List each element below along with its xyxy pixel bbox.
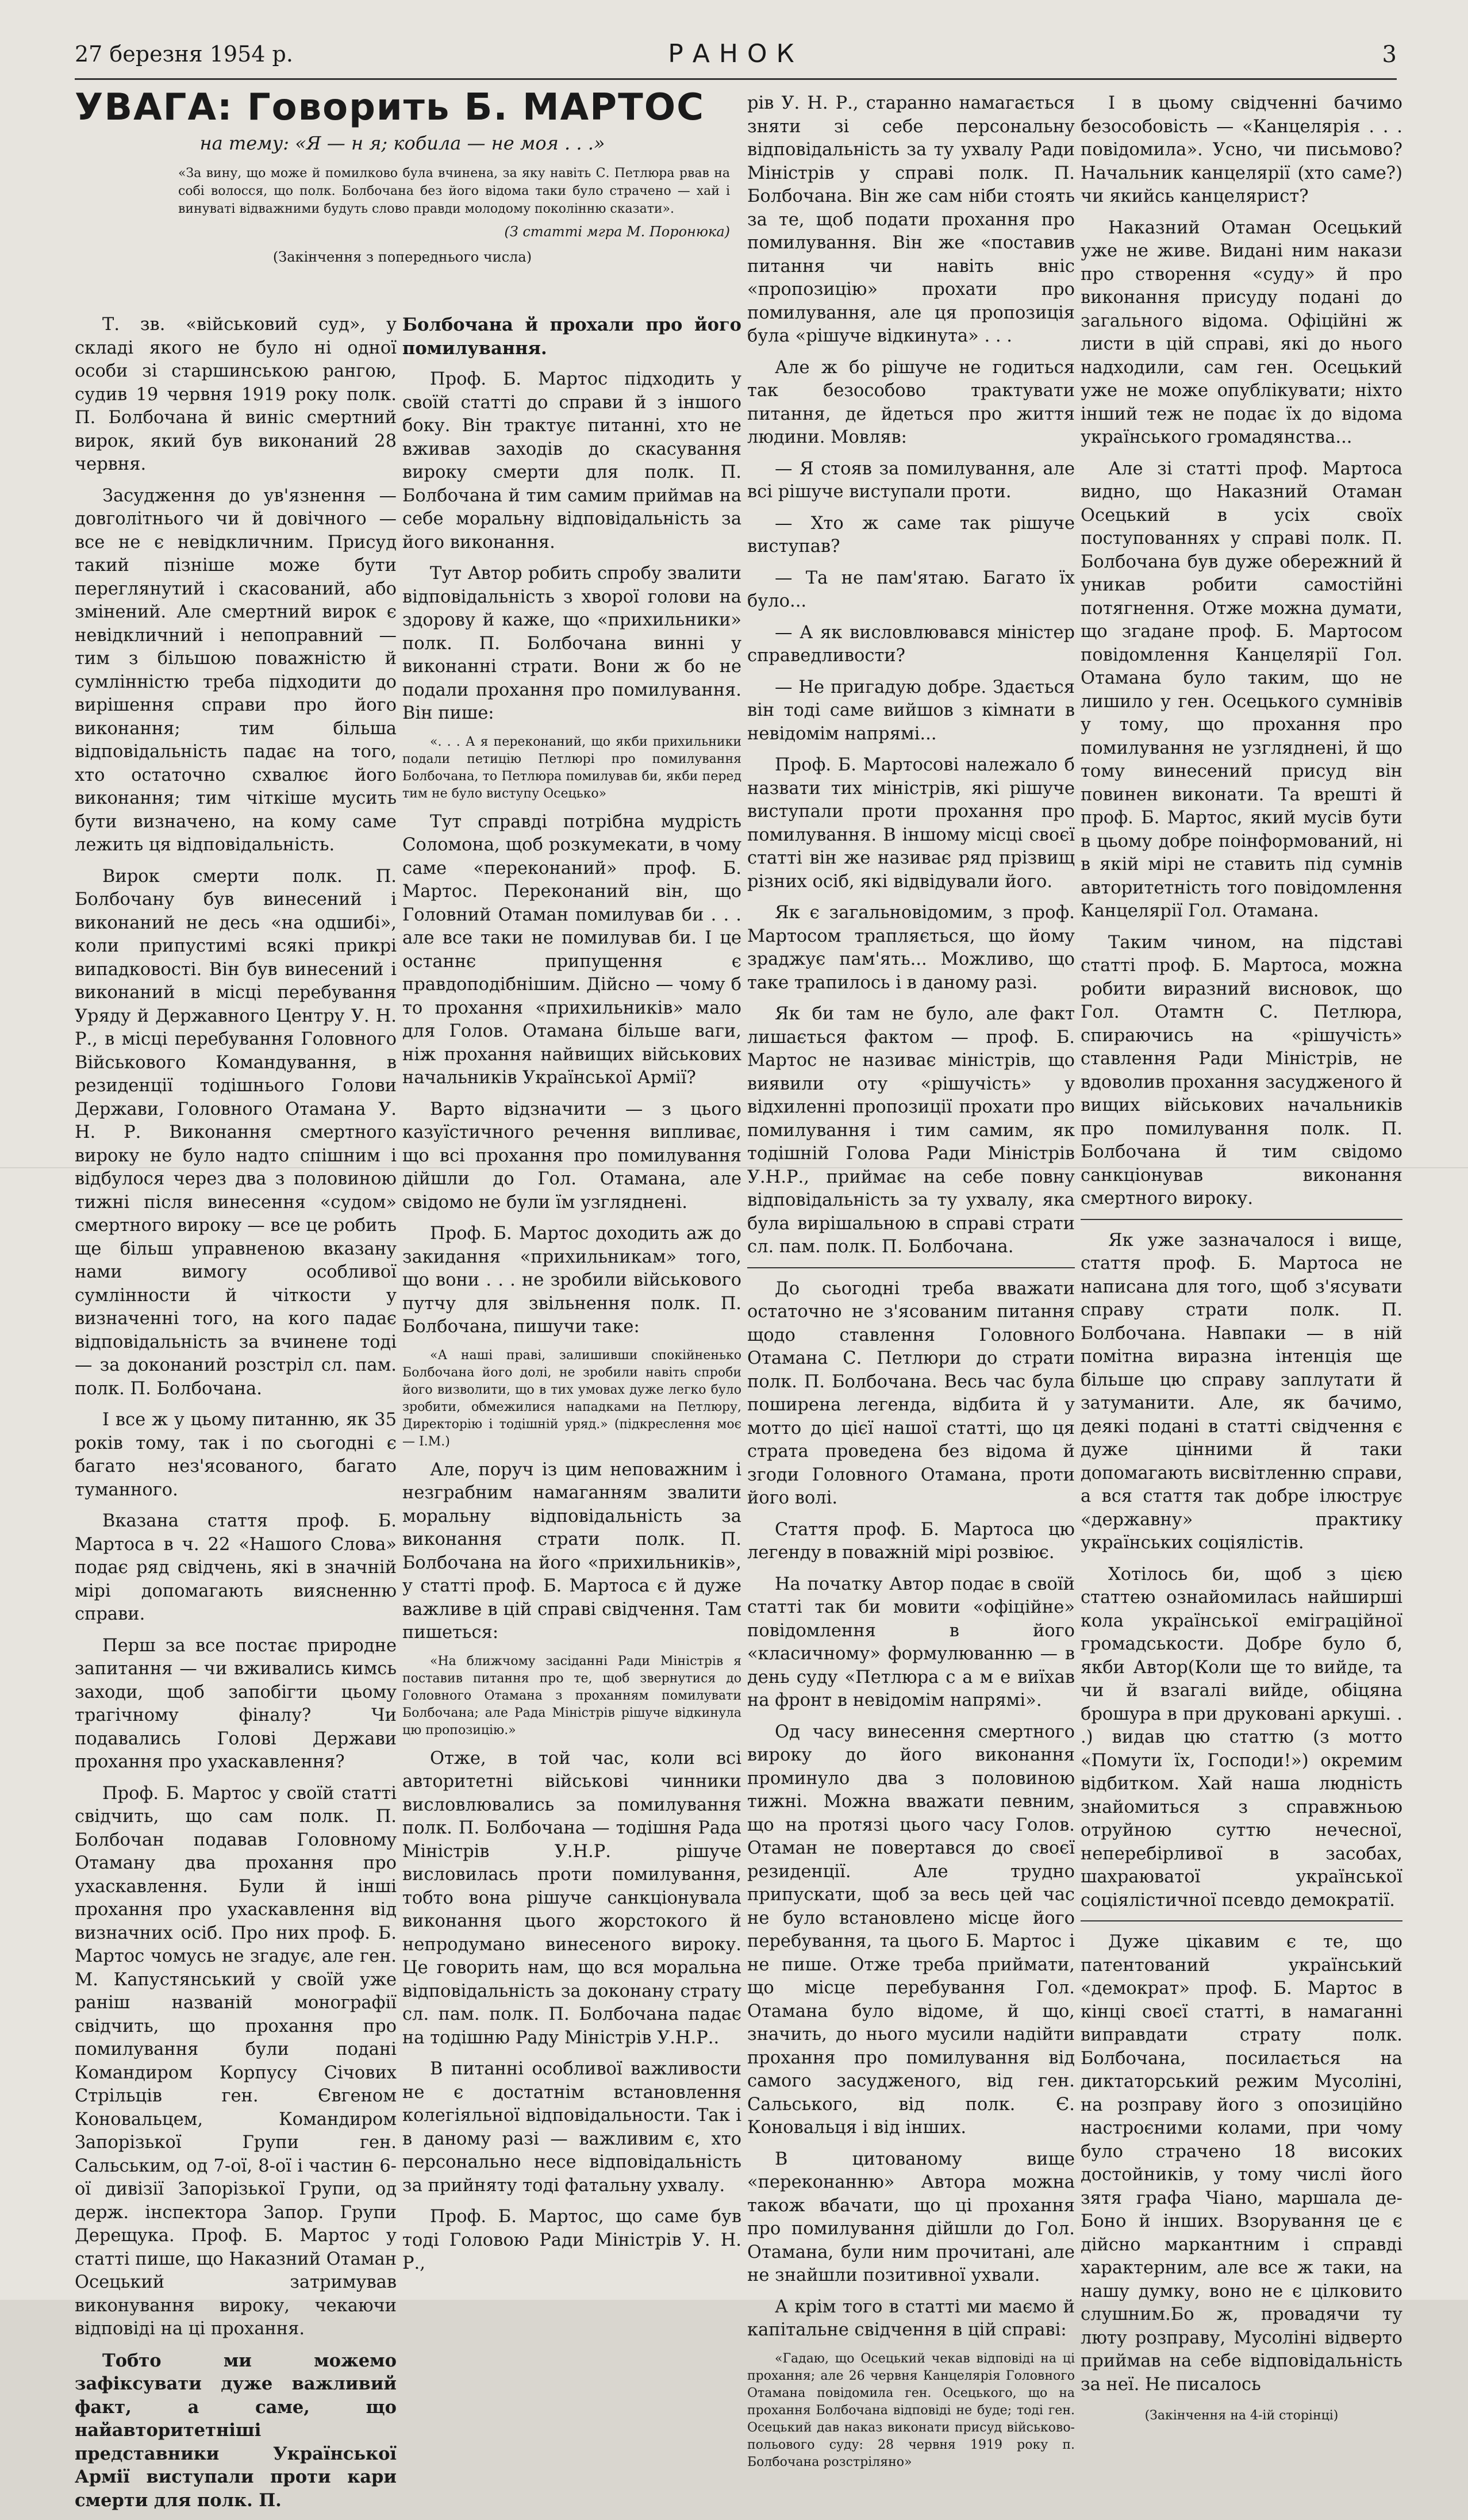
continuation-note: (Закінчення з попереднього числа) [272, 249, 532, 265]
paragraph: Проф. Б. Мартос у своїй статті свідчить, що сам полк. П. Болбочан подавав Головному Отаману два прохання про ухаскавлення. Були й інші прохання про ухаскавлення від визначних осіб. Про них проф. Б. Мартос чомусь не згадує, але ген. М. Капустянський у своїй уже раніш названій монографії свідчить, що прохання про помилування були подані Командиром Корпусу Січових Стрільців ген. Євгеном Коновальцем, Командиром Запорізької Групи ген. Сальським, од 7-ої, 8-ої і частин 6-ої дивізії Запорізької Групи, од держ. інспектора Запор. Групи Дерещука. Проф. Б. Мартос у статті пише, що Наказний Отаман Осецький затримував виконування вироку, чекаючи відповіді на ці прохання. [75, 1783, 397, 2339]
article-headline: УВАГА: Говорить Б. МАРТОС [75, 86, 705, 129]
paragraph: Але зі статті проф. Мартоса видно, що Наказний Отаман Осецький в усіх своїх поступованнях у справі полк. П. Болбочана був дуже обережний й уникав робити самостійні потягнення. Отже можна думати, що згадане проф. Б. Мартосом повідомлення Канцелярії Гол. Отамана було таким, що не лишило у ген. Осецького сумнівів у тому, що прохання про помилування не узгляднені, й що тому винесений присуд він повинен виконати. Та врешті й проф. Б. Мартос, який мусів бути в цьому добре поінформований, ні в якій мірі не ставить під сумнів авторитетність того повідомлення Канцелярії Гол. Отамана. [1081, 458, 1402, 921]
paragraph: Стаття проф. Б. Мартоса цю легенду в поважній мірі розвіює. [747, 1519, 1075, 1563]
paragraph: рів У. Н. Р., старанно намагається зняти зі себе персональну відповідальність за ту ухвалу Ради Міністрів у справі полк. П. Болбочана. Він же сам ніби стоять за те, щоб подати прохання про помилування. Він же «поставив питання чи навіть вніс «пропозицію» прохати про помилування, але ця пропозиція була «рішуче відкинута» . . . [747, 93, 1075, 346]
column-3 [747, 92, 1075, 2479]
epigraph-source: (З статті мгра М. Поронюка) [504, 224, 730, 240]
paragraph: — Не пригадую добре. Здається він тоді саме вийшов з кімнати в невідомім напрямі... [747, 677, 1075, 744]
newspaper-title: РАНОК [668, 39, 804, 68]
paragraph: Але, поруч із цим неповажним і незграбним намаганням звалити моральну відповідальність за виконання страти полк. П. Болбочана на його «прихильників», у статті проф. Б. Мартоса є й дуже важливе в цій справі свідчення. Там пишеться: [402, 1459, 741, 1643]
paragraph: А крім того в статті ми маємо й капітальне свідчення в цій справі: [747, 2296, 1075, 2340]
paragraph: Т. зв. «військовий суд», у складі якого не було ні одної особи зі старшинською рангою, судив 19 червня 1919 року полк. П. Болбочана й виніс смертний вирок, який був виконаний 28 червня. [75, 314, 397, 474]
paragraph: Хотілось би, щоб з цією статтею ознайомилась найширші кола української еміграційної громадськости. Добре було б, якби Автор(Коли ще то вийде, та чи й взагалі вийде, обіцяна брошура в при друковані аркуші. . .) видав цю статтю (з мотто «Помути їх, Господи!») окремим відбитком. Хай наша людність знайомиться з справжньою отруйною суттю нечесної, неперебірливої в засобах, шахраюватої української соціялістичної псевдо демократії. [1081, 1564, 1402, 1911]
article-header [75, 86, 730, 273]
paragraph: Тобто ми можемо зафіксувати дуже важливий факт, а саме, що найавторитетніші представники Української Армії виступали проти кари смерти для полк. П. [75, 2350, 397, 2511]
paragraph: Варто відзначити — з цього казуїстичного речення випливає, що всі прохання про помилування дійшли до Гол. Отамана, але свідомо не були їм узгляднені. [402, 1099, 741, 1213]
paragraph: Як уже зазначалося і вище, стаття проф. Б. Мартоса не написана для того, щоб з'ясувати справу страти полк. П. Болбочана. Навпаки — в ній помітна виразна інтенція ще більше цю справу заплутати й затуманити. Але, як бачимо, деякі подані в статті свідчення є дуже цінними й таки допомагають висвітленню справи, а вся стаття так добре ілюструє «державну» практику українських соціялістів. [1081, 1230, 1402, 1553]
article-subtitle: на тему: «Я — н я; кобила — не моя . . .» [199, 132, 605, 154]
paragraph: Проф. Б. Мартос доходить аж до закидання «прихильникам» того, що вони . . . не зробили військового путчу для звільнення полк. П. Болбочана, пишучи таке: [402, 1223, 741, 1337]
continued-note: (Закінчення на 4-ій сторінці) [1144, 2408, 1339, 2423]
paragraph: — Хто ж саме так рішуче виступав? [747, 513, 1075, 557]
paragraph: Засудження до ув'язнення — довголітнього чи й довічного — все не є невідкличним. Присуд такий пізніше може бути переглянутий і скасований, або змінений. Але смертний вирок є невідкличний і непоправний — тим з більшою поважністю й сумлінністю треба підходити до вирішення справи про його виконання; тим більша відповідальність падає на того, хто остаточно схвалює його виконання; тим чіткіше мусить бути визначено, на кому саме лежить ця відповідальність. [75, 485, 397, 855]
paragraph: До сьогодні треба вважати остаточно не з'ясованим питання щодо ставлення Головного Отамана С. Петлюри до страти полк. П. Болбочана. Весь час була поширена легенда, відбита й у мотто до цієї нашої статті, що ця страта проведена без відома й згоди Головного Отамана, проти його волі. [747, 1278, 1075, 1508]
paragraph: Перш за все постає природне запитання — чи вживались кимсь заходи, щоб запобігти цьому трагічному фіналу? Чи подавались Голові Держави прохання про ухаскавлення? [75, 1635, 397, 1772]
paragraph: Проф. Б. Мартосові належало б назвати тих міністрів, які рішуче виступали проти прохання про помилування. В іншому місці своєї статті він же називає ряд прізвищ різних осіб, які відвідували його. [747, 755, 1075, 892]
column-4 [1081, 92, 1402, 2428]
paragraph: І в цьому свідченні бачимо безособовість — «Канцелярія . . . повідомила». Усно, чи письмово? Начальник канцелярії (хто саме?) чи якийсь канцелярист? [1081, 93, 1402, 206]
paragraph: — А як висловлювався міністер справедливости? [747, 622, 1075, 666]
paragraph: Вирок смерти полк. П. Болбочану був винесений і виконаний не десь «на одшибі», коли припустимі всякі прикрі випадковості. Він був винесений і виконаний в місці перебування Уряду й Державного Центру У. Н. Р., в місці перебування Головного Військового Командування, в резиденції тодішнього Голови Держави, Головного Отамана У. Н. Р. Виконання смертного вироку не було надто спішним і відбулося через два з половиною тижні після винесення «судом» смертного вироку — все це робить ще більш управненою вказану нами вимогу особливої сумлінности й чіткости у визначенні того, на кого падає відповідальність за вчинене тоді — за доконаний розстріл сл. пам. полк. П. Болбочана. [75, 866, 397, 1399]
paragraph: Болбочана й прохали про його помилування. [402, 314, 741, 359]
paragraph: Але ж бо рішуче не годиться так безособово трактувати питання, де йдеться про життя людини. Мовляв: [747, 357, 1075, 447]
section-divider [1081, 1920, 1402, 1921]
paragraph: Вказана стаття проф. Б. Мартоса в ч. 22 «Нашого Слова» подає ряд свідчень, які в значній мірі допомагають виясненню справи. [75, 1511, 397, 1624]
quote: «А наші праві, залишивши спокійненько Болбочана його долі, не зробили навіть спроби його визволити, що в тих умовах дуже легко було зробити, обмежилися нападками на Петлюру, Директорію і тодішній уряд.» (підкреслення моє — І.М.) [402, 1348, 741, 1449]
paragraph: Дуже цікавим є те, що патентований український «демократ» проф. Б. Мартос в кінці своєї статті, в намаганні виправдати страту полк. Болбочана, посилається на диктаторський режим Мусоліні, на розправу його з опозиційно настроєними колами, при чому було страчено 18 високих достойників, у тому числі його зятя графа Чіано, маршала де-Боно й інших. Взорування це є дійсно маркантним і справді характерним, але все ж таки, на нашу думку, воно не є цілковито слушним.Бо ж, провадячи ту люту розправу, Мусоліні відверто приймав на себе відповідальність за неї. Не писалось [1081, 1932, 1402, 2395]
paragraph: — Я стояв за помилування, але всі рішуче виступали проти. [747, 458, 1075, 502]
paragraph: Таким чином, на підставі статті проф. Б. Мартоса, можна робити виразний висновок, що Гол. Отамтн С. Петлюра, спираючись на «рішучість» ставлення Ради Міністрів, не вдоволив прохання засудженого й вищих військових начальників про помилування полк. П. Болбочана й тим свідомо санкціонував виконання смертного вироку. [1081, 932, 1402, 1209]
paragraph: Наказний Отаман Осецький уже не живе. Видані ним накази про створення «суду» й про виконання присуду подані до загального відома. Офіційні ж листи в цій справі, які до нього надходили, сам ген. Осецький уже не може опублікувати; ніхто інший теж не подає їх до відома українського громадянства... [1081, 217, 1402, 447]
page-number: 3 [1382, 41, 1397, 68]
section-divider [1081, 1219, 1402, 1220]
paragraph: В питанні особливої важливости не є достатнім встановлення колегіяльної відповідальности. Так і в даному разі — важливим є, хто персонально несе відповідальність за прийняту тоді фатальну ухвалу. [402, 2059, 741, 2196]
column-1 [75, 313, 397, 2520]
quote: «. . . А я переконаний, що якби прихильники подали петицію Петлюрі про помилування Болбочана, то Петлюра помилував би, якби перед тим не було виступу Осецько» [402, 734, 741, 801]
page-fold-line [0, 1167, 1468, 1168]
paragraph: Проф. Б. Мартос, що саме був тоді Головою Ради Міністрів У. Н. Р., [402, 2207, 741, 2273]
epigraph: «За вину, що може й помилково була вчинена, за яку навіть С. Петлюра рвав на собі волосся, що полк. Болбочана без його відома таки було страчено — хай і винуваті відважними будуть слово правди молодому поколінню сказати». [178, 166, 730, 216]
issue-date: 27 березня 1954 р. [75, 41, 293, 67]
paragraph: Проф. Б. Мартос підходить у своїй статті до справи й з іншого боку. Він трактує питанні, хто не вживав заходів до скасування вироку смерти для полк. П. Болбочана й тим самим приймав на себе моральну відповідальність за його виконання. [402, 369, 741, 553]
masthead [75, 38, 1397, 80]
paragraph: Тут Автор робить спробу звалити відповідальність з хворої голови на здорову й каже, що «прихильники» полк. П. Болбочана винні у виконанні страти. Вони ж бо не подали прохання про помилування. Він пише: [402, 563, 741, 723]
paragraph: Отже, в той час, коли всі авторитетні військові чинники висловлювались за помилування полк. П. Болбочана — тодішня Рада Міністрів У.Н.Р. рішуче висловилась проти помилування, тобто вона рішуче санкціонувала виконання цього жорстокого й непродумано винесеного вироку. Це говорить нам, що вся моральна відповідальність за доконану страту сл. пам. полк. П. Болбочана падає на тодішню Раду Міністрів У.Н.Р.. [402, 1748, 741, 2048]
paragraph: На початку Автор подає в своїй статті так би мовити «офіційне» повідомлення в його «класичному» формулюванню — в день суду «Петлюра с а м е виїхав на фронт в невідомім напрямі». [747, 1574, 1075, 1710]
paragraph: — Та не пам'ятаю. Багато їх було... [747, 567, 1075, 611]
paragraph: Як би там не було, але факт лишається фактом — проф. Б. Мартос не називає міністрів, що виявили оту «рішучість» у відхиленні пропозиції прохати про помилування і тим самим, як тодішній Голова Ради Міністрів У.Н.Р., приймає на себе повну відповідальність за ту ухвалу, яка була вирішальною в справі страти сл. пам. полк. П. Болбочана. [747, 1004, 1075, 1257]
column-2 [402, 313, 741, 2284]
quote: «На ближчому засіданні Ради Міністрів я поставив питання про те, щоб звернутися до Головного Отамана з проханням помилувати Болбочана; але Рада Міністрів рішуче відкинула цю пропозицію.» [402, 1654, 741, 1737]
paragraph: В цитованому вище «переконанню» Автора можна також вбачати, що ці прохання про помилування дійшли до Гол. Отамана, були ним прочитані, але не знайшли позитивної ухвали. [747, 2149, 1075, 2285]
section-divider [747, 1267, 1075, 1268]
paragraph: Тут справді потрібна мудрість Соломона, щоб розкумекати, в чому саме «переконаний» проф. Б. Мартос. Переконаний він, що Головний Отаман помилував би . . . але все таки не помилував би. І це останнє припущення є правдоподібнішим. Дійсно — чому б то прохання «прихильників» мало для Голов. Отамана більше ваги, ніж прохання найвищих військових начальників Української Армії? [402, 811, 741, 1088]
paragraph: Од часу винесення смертного вироку до його виконання проминуло два з половиною тижні. Можна вважати певним, що на протязі цього часу Голов. Отаман не повертався до своєї резиденції. Але трудно припускати, щоб за весь цей час не було встановлено місце його перебування, та цього Б. Мартос і не пише. Отже треба приймати, що місце перебування Гол. Отамана було відоме, й що, значить, до нього мусили надійти прохання про помилування від самого засудженого, від ген. Сальського, від полк. Є. Коновальця і від інших. [747, 1721, 1075, 2138]
paragraph: Як є загальновідомим, з проф. Мартосом трапляється, що йому зраджує пам'ять... Можливо, що таке трапилось і в даному разі. [747, 903, 1075, 993]
paragraph: І все ж у цьому питанню, як 35 років тому, так і по сьогодні є багато нез'ясованого, багато туманного. [75, 1410, 397, 1500]
quote: «Гадаю, що Осецький чекав відповіді на ці прохання; але 26 червня Канцелярія Головного Отамана повідомила ген. Осецького, що на прохання Болбочана відповіді не буде; тоді ген. Осецький дав наказ виконати присуд військово-польового суду: 28 червня 1919 року п. Болбочана розстріляно» [747, 2351, 1075, 2469]
